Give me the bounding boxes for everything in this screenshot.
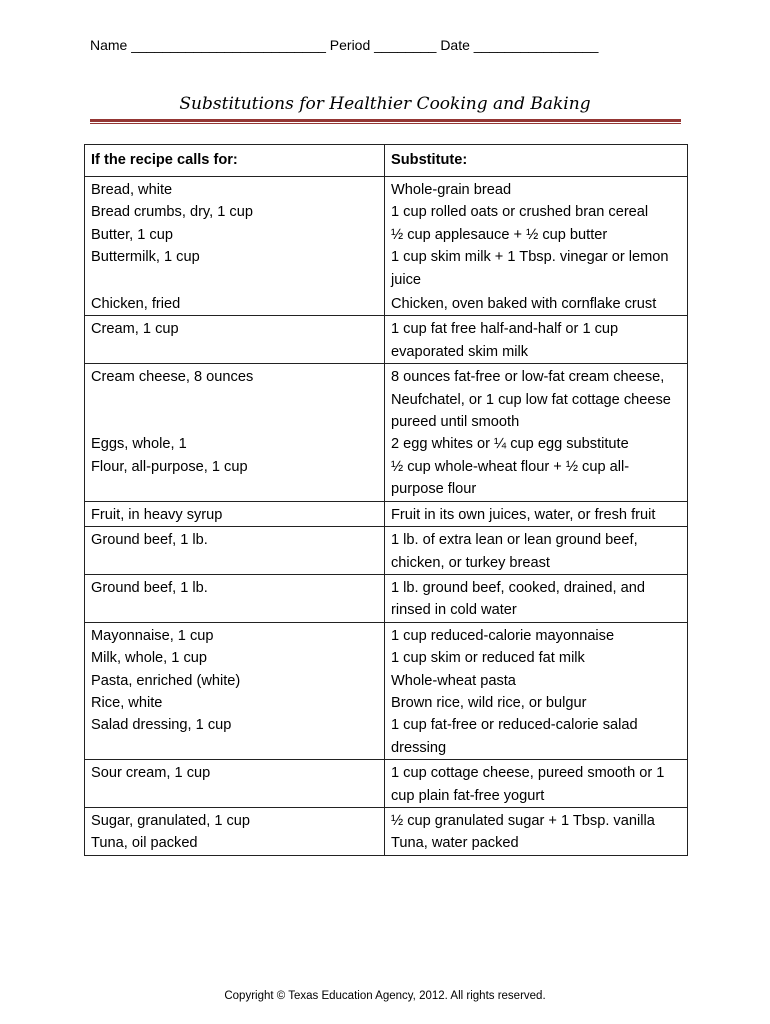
copyright-footer: Copyright © Texas Education Agency, 2012. All rights reserved. (224, 990, 546, 1002)
substitute-cell: Chicken, oven baked with cornflake crust (385, 291, 688, 316)
student-info-line: Name _________________________ Period ________ Date ________________ (90, 37, 599, 53)
substitute-cell: 1 lb. ground beef, cooked, drained, and rinsed in cold water (385, 574, 688, 622)
recipe-ingredient-cell: Bread, white (85, 177, 385, 202)
substitutions-table (84, 144, 688, 856)
table-row (85, 807, 688, 832)
recipe-ingredient-cell: Tuna, oil packed (85, 832, 385, 855)
document-title: Substitutions for Healthier Cooking and Baking (179, 94, 591, 114)
recipe-ingredient-cell: Salad dressing, 1 cup (85, 714, 385, 759)
substitute-cell: Tuna, water packed (385, 832, 688, 855)
table-body (85, 177, 688, 856)
table-row (85, 364, 688, 434)
table-row (85, 622, 688, 647)
recipe-ingredient-cell: Sour cream, 1 cup (85, 760, 385, 808)
recipe-ingredient-cell: Sugar, granulated, 1 cup (85, 807, 385, 832)
table-header-row (85, 145, 688, 177)
table-row (85, 224, 688, 246)
recipe-ingredient-cell: Mayonnaise, 1 cup (85, 622, 385, 647)
substitute-cell: Whole-wheat pasta (385, 670, 688, 692)
table-row (85, 714, 688, 759)
substitute-cell: 1 cup skim milk + 1 Tbsp. vinegar or lemon juice (385, 246, 688, 291)
table-row (85, 456, 688, 501)
recipe-ingredient-cell: Milk, whole, 1 cup (85, 647, 385, 669)
substitute-cell: 1 cup skim or reduced fat milk (385, 647, 688, 669)
recipe-ingredient-cell: Rice, white (85, 692, 385, 714)
substitute-cell: 1 cup fat-free or reduced-calorie salad dressing (385, 714, 688, 759)
recipe-ingredient-cell: Pasta, enriched (white) (85, 670, 385, 692)
recipe-ingredient-cell: Cream cheese, 8 ounces (85, 364, 385, 434)
table-row (85, 501, 688, 526)
substitute-cell: 1 lb. of extra lean or lean ground beef, chicken, or turkey breast (385, 527, 688, 575)
table-row (85, 291, 688, 316)
recipe-ingredient-cell: Ground beef, 1 lb. (85, 527, 385, 575)
table-row (85, 433, 688, 455)
table-row (85, 692, 688, 714)
substitute-cell: ½ cup applesauce + ½ cup butter (385, 224, 688, 246)
substitute-cell: 1 cup rolled oats or crushed bran cereal (385, 201, 688, 223)
recipe-ingredient-cell: Bread crumbs, dry, 1 cup (85, 201, 385, 223)
table-row (85, 647, 688, 669)
recipe-ingredient-cell: Buttermilk, 1 cup (85, 246, 385, 291)
substitute-cell: ½ cup whole-wheat flour + ½ cup all-purpose flour (385, 456, 688, 501)
recipe-ingredient-cell: Cream, 1 cup (85, 316, 385, 364)
substitute-cell: Brown rice, wild rice, or bulgur (385, 692, 688, 714)
recipe-ingredient-cell: Flour, all-purpose, 1 cup (85, 456, 385, 501)
column-header-recipe: If the recipe calls for: (85, 145, 385, 177)
table-row (85, 832, 688, 855)
substitute-cell: 1 cup reduced-calorie mayonnaise (385, 622, 688, 647)
recipe-ingredient-cell: Chicken, fried (85, 291, 385, 316)
recipe-ingredient-cell: Eggs, whole, 1 (85, 433, 385, 455)
table-row (85, 527, 688, 575)
table-row (85, 760, 688, 808)
table-row (85, 177, 688, 202)
table-row (85, 316, 688, 364)
table-row (85, 201, 688, 223)
substitute-cell: 8 ounces fat-free or low-fat cream cheese, Neufchatel, or 1 cup low fat cottage cheese pureed until smooth (385, 364, 688, 434)
substitute-cell: Whole-grain bread (385, 177, 688, 202)
substitute-cell: Fruit in its own juices, water, or fresh fruit (385, 501, 688, 526)
table-row (85, 246, 688, 291)
column-header-substitute: Substitute: (385, 145, 688, 177)
substitute-cell: ½ cup granulated sugar + 1 Tbsp. vanilla (385, 807, 688, 832)
substitute-cell: 2 egg whites or ¼ cup egg substitute (385, 433, 688, 455)
recipe-ingredient-cell: Ground beef, 1 lb. (85, 574, 385, 622)
table-row (85, 670, 688, 692)
substitute-cell: 1 cup fat free half-and-half or 1 cup evaporated skim milk (385, 316, 688, 364)
recipe-ingredient-cell: Fruit, in heavy syrup (85, 501, 385, 526)
table-row (85, 574, 688, 622)
substitute-cell: 1 cup cottage cheese, pureed smooth or 1 cup plain fat-free yogurt (385, 760, 688, 808)
title-rule (90, 119, 681, 124)
recipe-ingredient-cell: Butter, 1 cup (85, 224, 385, 246)
